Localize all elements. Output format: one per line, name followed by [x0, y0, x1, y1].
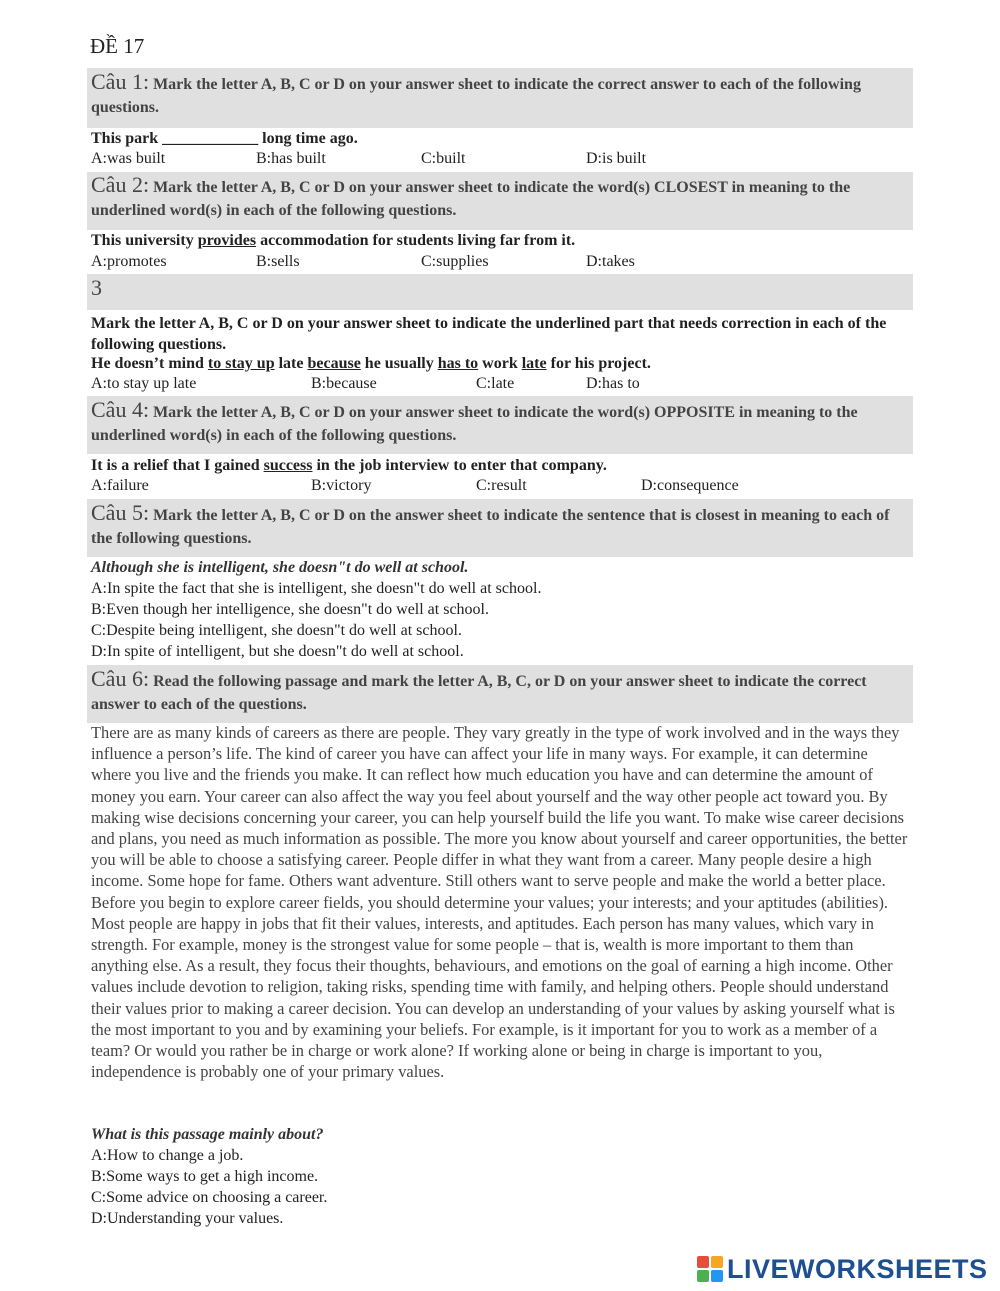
logo-square	[697, 1256, 709, 1268]
q6-instruction	[91, 667, 909, 716]
liveworksheets-logo	[697, 1254, 988, 1284]
page-title: ĐỀ 17	[90, 34, 145, 58]
q4-option-c[interactable]: C:result	[476, 477, 527, 494]
liveworksheets-logo-text: LIVEWORKSHEETS	[727, 1253, 988, 1284]
q3-option-b[interactable]: B:because	[311, 375, 377, 392]
q3-option-c[interactable]: C:late	[476, 375, 515, 392]
q3-option-d[interactable]: D:has to	[586, 375, 640, 392]
q2-number: Câu 2:	[91, 172, 150, 197]
q4-number: Câu 4:	[91, 397, 150, 422]
q3-stem-part: work	[478, 355, 522, 372]
q1-option-d[interactable]: D:is built	[586, 150, 647, 167]
q2-instruction	[91, 173, 909, 222]
q6-question: What is this passage mainly about?	[91, 1126, 324, 1143]
reading-passage: There are as many kinds of careers as there are people. They vary greatly in the type of work involved and in the ways they influence a person’s life. The kind of career you have can affect your life in many ways. For example, it can determine where you live and the friends you make. It can reflect how much education you have and can determine the amount of money you earn. Your career can also affect the way you feel about yourself and the way other people act toward you. By making wise decisions concerning your career, you can help yourself build the life you want. To make wise career decisions and plans, you need as much information as possible. The more you know about yourself and career opportunities, the better you will be able to choose a satisfying career. People differ in what they want from a career. Many people desire a high income. Some hope for fame. Others want adventure. Still others want to serve people and make the world a better place. Before you begin to explore career fields, you should determine your values; your interests; and your aptitudes (abilities). Most people are happy in jobs that fit their values, interests, and aptitudes. Each person has many values, which vary in strength. For example, money is the strongest value for some people – that is, wealth is more important to them than anything else. As a result, they focus their thoughts, behaviours, and emotions on the goal of earning a high income. Other values include devotion to religion, taking risks, spending time with family, and helping others. People should understand their values prior to making a career decision. You can develop an understanding of your values by asking yourself what is the most important to you and by examining your beliefs. For example, is it important for you to work as a member of a team? Or would you rather be in charge or work alone? If working alone or being in charge is important to you, independence is probably one of your primary values.	[91, 723, 908, 1082]
q5-option-a[interactable]: A:In spite the fact that she is intelligent, she doesn"t do well at school.	[91, 580, 542, 597]
q5-instruction-text: Mark the letter A, B, C or D on the answer sheet to indicate the sentence that is closest in meaning to each of the following questions.	[91, 507, 890, 547]
q1-option-b[interactable]: B:has built	[256, 150, 326, 167]
q3-number: 3	[91, 275, 102, 300]
q3-stem-part: for his project.	[546, 355, 651, 372]
liveworksheets-logo-icon	[697, 1256, 723, 1282]
q6-instruction-text: Read the following passage and mark the letter A, B, C, or D on your answer sheet to indicate the correct answer to each of the questions.	[91, 673, 867, 713]
q2-option-c[interactable]: C:supplies	[421, 253, 489, 270]
q6-option-a[interactable]: A:How to change a job.	[91, 1147, 244, 1164]
q5-option-d[interactable]: D:In spite of intelligent, but she doesn"t do well at school.	[91, 643, 464, 660]
q3-stem-part: he usually	[360, 355, 438, 372]
q2-stem-post: accommodation for students living far from it.	[256, 232, 576, 249]
q2-option-b[interactable]: B:sells	[256, 253, 300, 270]
q4-stem-post: in the job interview to enter that company.	[312, 457, 607, 474]
q1-option-c[interactable]: C:built	[421, 150, 466, 167]
q1-number: Câu 1:	[91, 69, 150, 94]
q3-underlined-a: to stay up	[207, 355, 275, 372]
q3-number-band	[87, 274, 913, 310]
q2-underlined-word: provides	[197, 232, 257, 249]
q4-underlined-word: success	[263, 457, 313, 474]
q1-option-a[interactable]: A:was built	[91, 150, 166, 167]
q6-option-b[interactable]: B:Some ways to get a high income.	[91, 1168, 319, 1185]
q3-stem-part: He doesn’t mind	[91, 355, 208, 372]
q4-option-b[interactable]: B:victory	[311, 477, 372, 494]
q3-stem-part: late	[274, 355, 308, 372]
q5-instruction	[91, 501, 909, 550]
q5-option-c[interactable]: C:Despite being intelligent, she doesn"t do well at school.	[91, 622, 462, 639]
q3-underlined-b: because	[307, 355, 361, 372]
q5-number: Câu 5:	[91, 500, 150, 525]
q2-stem	[91, 232, 575, 250]
q4-option-a[interactable]: A:failure	[91, 477, 149, 494]
q2-instruction-text: Mark the letter A, B, C or D on your answer sheet to indicate the word(s) CLOSEST in meaning to the underlined word(s) in each of the following questions.	[91, 179, 851, 219]
q4-instruction	[91, 398, 909, 447]
logo-square	[697, 1270, 709, 1282]
q4-option-d[interactable]: D:consequence	[641, 477, 739, 494]
q3-underlined-d: late	[521, 355, 547, 372]
q3-underlined-c: has to	[437, 355, 479, 372]
q4-stem-pre: It is a relief that I gained	[91, 457, 264, 474]
q6-option-d[interactable]: D:Understanding your values.	[91, 1210, 284, 1227]
q2-option-d[interactable]: D:takes	[586, 253, 635, 270]
q4-instruction-text: Mark the letter A, B, C or D on your answer sheet to indicate the word(s) OPPOSITE in meaning to the underlined word(s) in each of the following questions.	[91, 404, 858, 444]
q1-stem: This park ____________ long time ago.	[91, 130, 358, 147]
q3-option-a[interactable]: A:to stay up late	[91, 375, 197, 392]
q1-instruction-text: Mark the letter A, B, C or D on your answer sheet to indicate the correct answer to each of the following questions.	[91, 76, 861, 116]
q6-option-c[interactable]: C:Some advice on choosing a career.	[91, 1189, 328, 1206]
q3-instruction-text: Mark the letter A, B, C or D on your answer sheet to indicate the underlined part that needs correction in each of the following questions.	[91, 315, 887, 353]
q2-option-a[interactable]: A:promotes	[91, 253, 167, 270]
q4-stem	[91, 457, 607, 475]
q1-instruction	[91, 70, 909, 119]
q3-stem	[91, 355, 651, 373]
q5-stem: Although she is intelligent, she doesn"t do well at school.	[91, 559, 469, 576]
q5-option-b[interactable]: B:Even though her intelligence, she doesn"t do well at school.	[91, 601, 489, 618]
q6-number: Câu 6:	[91, 666, 150, 691]
logo-square	[711, 1256, 723, 1268]
q2-stem-pre: This university	[91, 232, 198, 249]
logo-square	[711, 1270, 723, 1282]
